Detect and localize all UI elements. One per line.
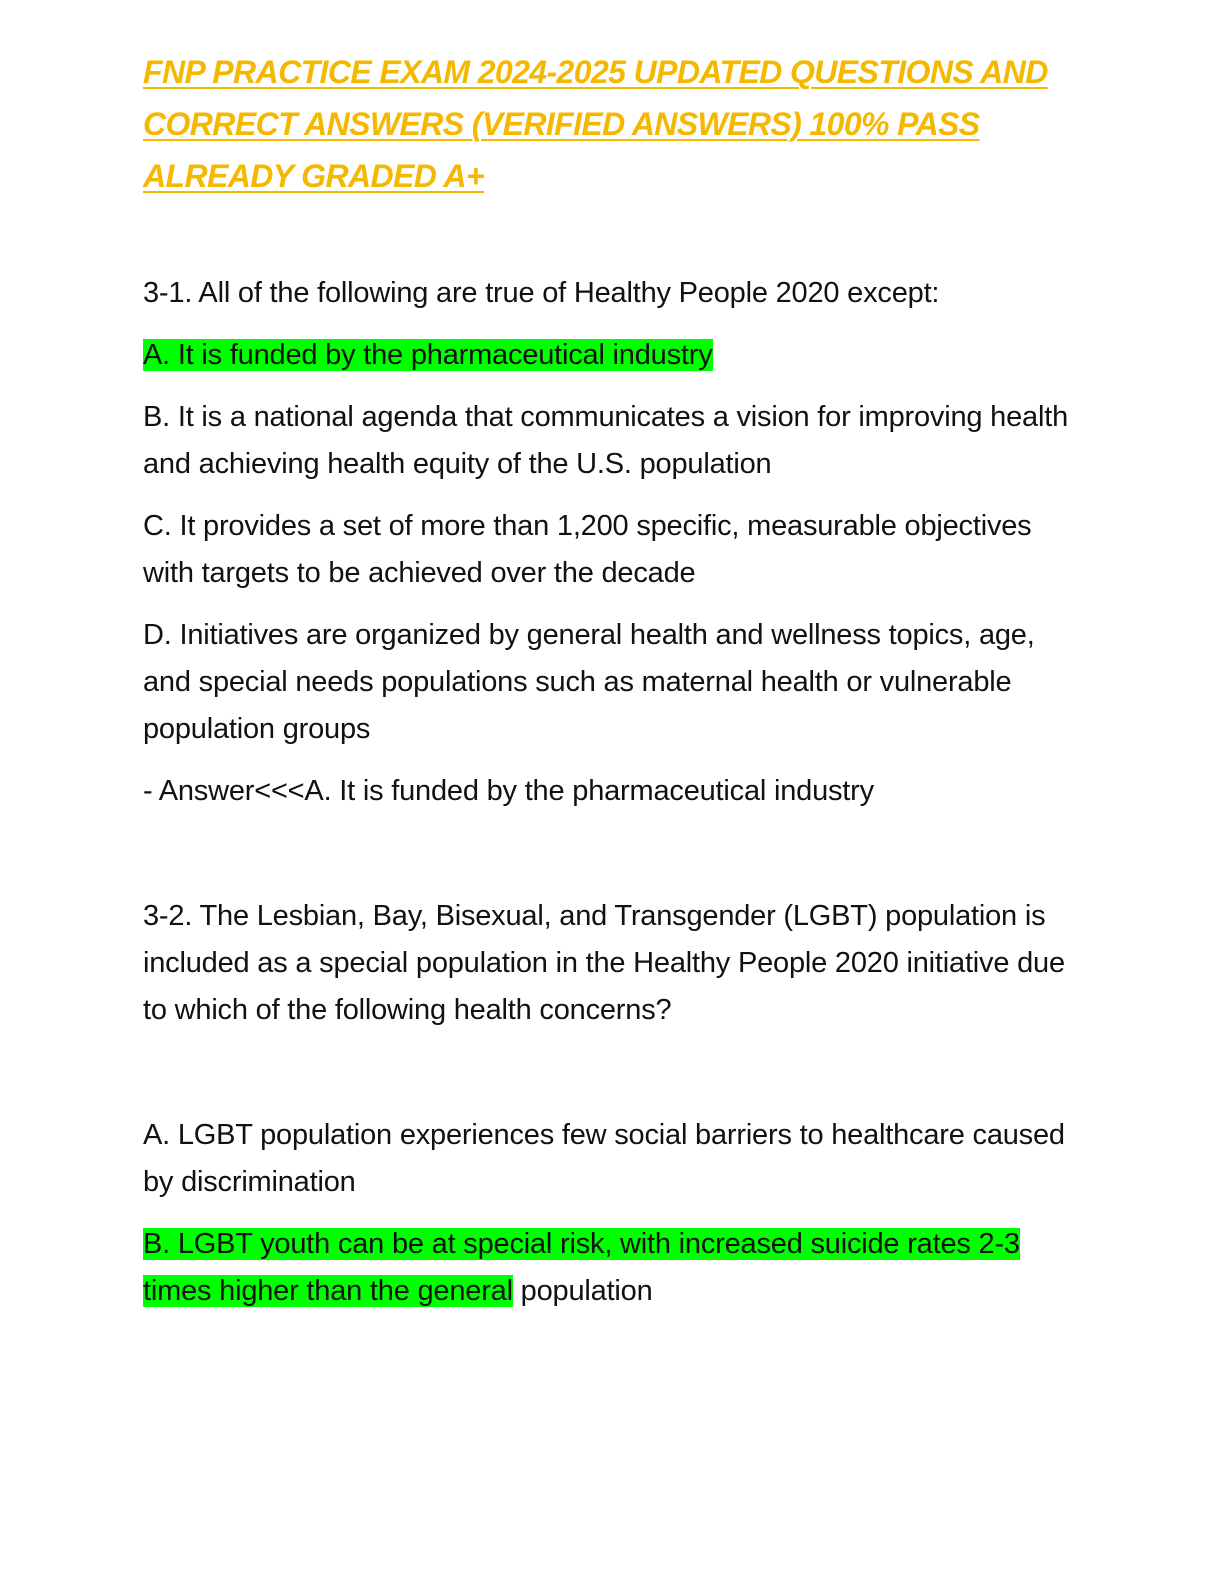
document-title: FNP PRACTICE EXAM 2024-2025 UPDATED QUESTIONS AND CORRECT ANSWERS (VERIFIED ANSWERS) 100% PASS ALREADY GRADED A+ (143, 54, 1048, 194)
question-3-2: 3-2. The Lesbian, Bay, Bisexual, and Transgender (LGBT) population is included as a special population in the Healthy People 2020 initiative due to which of the following health concerns? (143, 900, 1065, 1026)
q1-answer: - Answer<<<A. It is funded by the pharmaceutical industry (143, 775, 874, 807)
q1-option-a (143, 332, 1083, 379)
document-page (143, 46, 1083, 1315)
q1-option-a-highlight: A. It is funded by the pharmaceutical industry (143, 339, 713, 371)
q2-option-b (143, 1221, 1083, 1315)
q2-option-b-rest: population (512, 1275, 653, 1307)
q1-option-d: D. Initiatives are organized by general health and wellness topics, age, and special needs populations such as maternal health or vulnerable population groups (143, 619, 1035, 745)
q2-option-b-highlight: B. LGBT youth can be at special risk, with increased suicide rates 2-3 times higher than the general (143, 1228, 1020, 1307)
q1-option-b: B. It is a national agenda that communicates a vision for improving health and achieving health equity of the U.S. population (143, 401, 1068, 480)
q1-option-c: C. It provides a set of more than 1,200 specific, measurable objectives with targets to be achieved over the decade (143, 510, 1032, 589)
q2-option-a: A. LGBT population experiences few social barriers to healthcare caused by discrimination (143, 1119, 1065, 1198)
question-3-1: 3-1. All of the following are true of Healthy People 2020 except: (143, 277, 940, 309)
